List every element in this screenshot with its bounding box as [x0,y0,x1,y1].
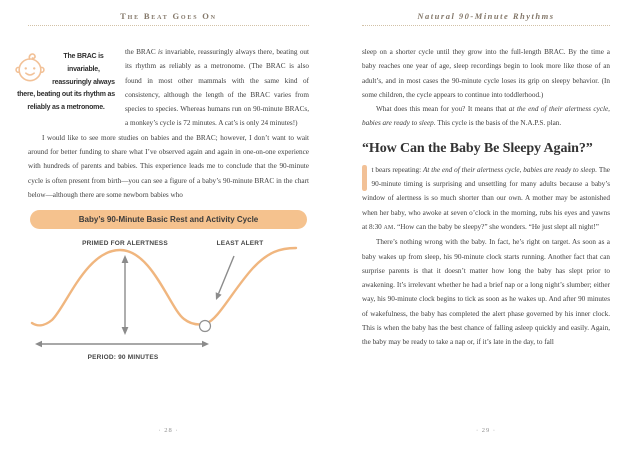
page-number-left: · 28 · [158,427,179,434]
text-segment: . “How can the baby be sleepy?” she wonders. “He just slept all night!” [393,222,599,231]
brac-wave-chart [28,235,309,370]
amplitude-double-arrow [122,255,129,335]
text-segment: sleep on a shorter cycle until they grow into the full-length BRAC. By the time a baby reaches one year of age, sleep recordings begin to look more like those of an adult’s, and in most cases the 90-minute cycle loses its grip on sleepy behavior. (In some children, the cycle appears to continue into toddlerhood.) [362,48,610,99]
paragraph [28,131,309,202]
paragraph [362,45,610,102]
chart-title-banner: Baby’s 90-Minute Basic Rest and Activity Cycle [30,210,307,229]
least-alert-arrow [216,256,234,300]
brac-callout [14,45,118,115]
period-annotation-label: PERIOD: 90 MINUTES [87,354,159,362]
callout-text: The BRAC is invariable, reassuringly always there, beating out its rhythm as reliably as a metronome. [17,53,115,112]
text-segment: The 90-minute timing is surprising and unsettling for many adults because a baby’s window of alertness is so much shorter than our own. A mother may be astonished when her baby, who awoke at seven o’clock in the morning, rubs his eyes and yawns at 8:30 [362,165,610,231]
text-segment: the BRAC [125,48,159,56]
left-body-text [17,45,310,202]
running-head-right: Natural 90-Minute Rhythms [417,11,555,21]
paragraph-text [362,166,610,231]
baby-face-icon [14,47,46,87]
period-double-arrow [35,341,209,348]
text-segment: There’s nothing wrong with the baby. In fact, he’s right on target. As soon as a baby wakes up from sleep, his 90-minute clock starts running. Another fact that can surprise parents is that it doesn’t matter how long the baby has slept prior to awakening. It’s irrelevant whether he had a brief nap or a long night’s slumber; either way, his 90-minute clock begins to tick as soon as he wakes up. And after 90 minutes of wakefulness, the baby has completed the alert phase governed by his inner clock. This is when the baby has the best chance of falling asleep quickly and easily. Again, the baby may be ready to take a nap or, if it’s late in the day, to fall [362,238,610,347]
text-segment: . This cycle is the basis of the N.A.P.S. plan. [433,119,562,128]
text-segment: at the end of their alertness cycle, babies are ready to sleep [362,105,610,128]
dotted-rule [28,25,309,26]
text-segment: invariable, reassuringly always there, beating out its rhythm as reliably as a metronome. (The BRAC is also found in most other mammals with the same kind of consistency, although the length of the BRAC varies from species to species. Whereas humans run on 90-minute BRACs, a monkey’s cycle is 72 minutes. A cat’s is only 24 minutes!) [125,48,310,128]
trough-annotation-label: LEAST ALERT [216,240,264,248]
dropcap-letter-i [362,165,367,191]
alertness-wave-line [32,248,296,325]
text-segment: I would like to see more studies on babies and the BRAC; however, I don’t want to wait around for better funding to share what I’ve observed again and again in one-on-one experience with hundreds of parents and babies. This experience leads me to conclude that the 90-minute cycle is often present from birth—you can see a figure of a baby’s 90-minute BRAC in the chart below—although there are some newborn babies who [28,133,309,199]
paragraph [362,235,610,349]
least-alert-marker [200,321,211,332]
paragraph [362,163,610,235]
running-head-left: The Beat Goes On [120,11,217,21]
text-segment: What does this mean for you? It means that [376,105,509,114]
left-page [17,8,310,449]
text-segment: t bears repeating: [371,165,423,174]
brac-chart-figure [28,210,309,370]
right-page [362,8,610,449]
text-segment: At the end of their alertness cycle, babies are ready to sleep. [423,165,598,174]
right-body-text [362,45,610,350]
page-number-right: · 29 · [475,427,497,434]
text-segment: is [158,48,163,56]
paragraph [362,102,610,131]
peak-annotation-label: PRIMED FOR ALERTNESS [82,240,168,248]
section-heading: “How Can the Baby Be Sleepy Again?” [362,140,593,156]
dotted-rule [362,25,610,26]
text-segment: AM [383,224,394,231]
